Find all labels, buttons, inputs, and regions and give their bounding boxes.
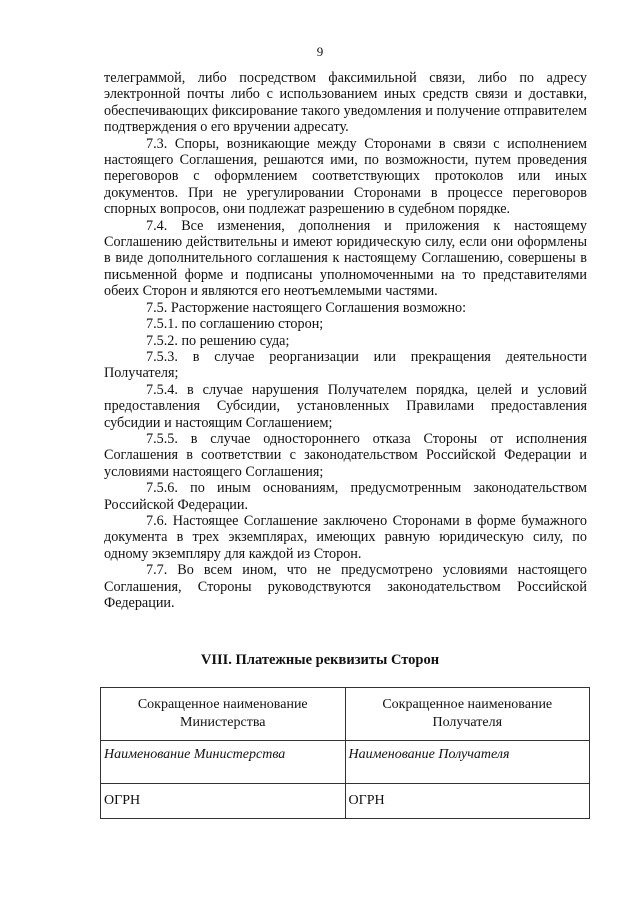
paragraph-7-5-5: 7.5.5. в случае одностороннего отказа Стороны от исполнения Соглашения в соответствии с законодательством Российской Федерации и условиями настоящего Соглашения;: [104, 430, 587, 480]
recipient-name-cell: Наименование Получателя: [345, 741, 590, 784]
paragraph-7-5-3: 7.5.3. в случае реорганизации или прекращения деятельности Получателя;: [104, 348, 587, 382]
header-recipient: Сокращенное наименование Получателя: [345, 688, 590, 741]
ministry-ogrn-cell: ОГРН: [101, 784, 346, 819]
table-row: [101, 741, 590, 784]
table-header-row: [101, 688, 590, 741]
paragraph-7-5-2: 7.5.2. по решению суда;: [146, 332, 290, 349]
paragraph-7-6: 7.6. Настоящее Соглашение заключено Сторонами в форме бумажного документа в трех экземплярах, имеющих равную юридическую силу, по одному экземпляру для каждой из Сторон.: [104, 512, 587, 562]
page-number: 9: [316, 44, 324, 59]
header-ministry: Сокращенное наименование Министерства: [101, 688, 346, 741]
table-row: [101, 784, 590, 819]
paragraph-7-3: 7.3. Споры, возникающие между Сторонами в связи с исполнением настоящего Соглашения, решаются ими, по возможности, путем проведения переговоров с оформлением соответствующих протоколов или иных документов. При не урегулировании Сторонами в процессе переговоров спорных вопросов, они подлежат разрешению в судебном порядке.: [104, 135, 587, 218]
payment-requisites-table: [100, 687, 590, 819]
section-title: VIII. Платежные реквизиты Сторон: [200, 652, 440, 668]
paragraph-7-5-4: 7.5.4. в случае нарушения Получателем порядка, целей и условий предоставления Субсидии, установленных Правилами предоставления субсидии и настоящим Соглашением;: [104, 381, 587, 431]
paragraph-7-7: 7.7. Во всем ином, что не предусмотрено условиями настоящего Соглашения, Стороны руководствуются законодательством Российской Федерации.: [104, 562, 587, 611]
document-body: [104, 70, 587, 611]
ministry-name-cell: Наименование Министерства: [101, 741, 346, 784]
paragraph-7-5: 7.5. Расторжение настоящего Соглашения возможно:: [146, 299, 467, 316]
paragraph-7-5-6: 7.5.6. по иным основаниям, предусмотренным законодательством Российской Федерации.: [104, 480, 587, 513]
paragraph-7-4: 7.4. Все изменения, дополнения и приложения к настоящему Соглашению действительны и имеют юридическую силу, если они оформлены в виде дополнительного соглашения к настоящему Соглашению, совершены в письменной форме и подписаны уполномоченными на то представителями обеих Сторон и являются его неотъемлемыми частями.: [104, 217, 587, 300]
paragraph-7-5-1: 7.5.1. по соглашению сторон;: [146, 316, 324, 333]
recipient-ogrn-cell: ОГРН: [345, 784, 590, 819]
paragraph-notice-delivery-continued: телеграммой, либо посредством факсимильной связи, либо по адресу электронной почты либо с использованием иных средств связи и доставки, обеспечивающих фиксирование такого уведомления и получение отправителем подтверждения о его вручении адресату.: [104, 70, 587, 136]
